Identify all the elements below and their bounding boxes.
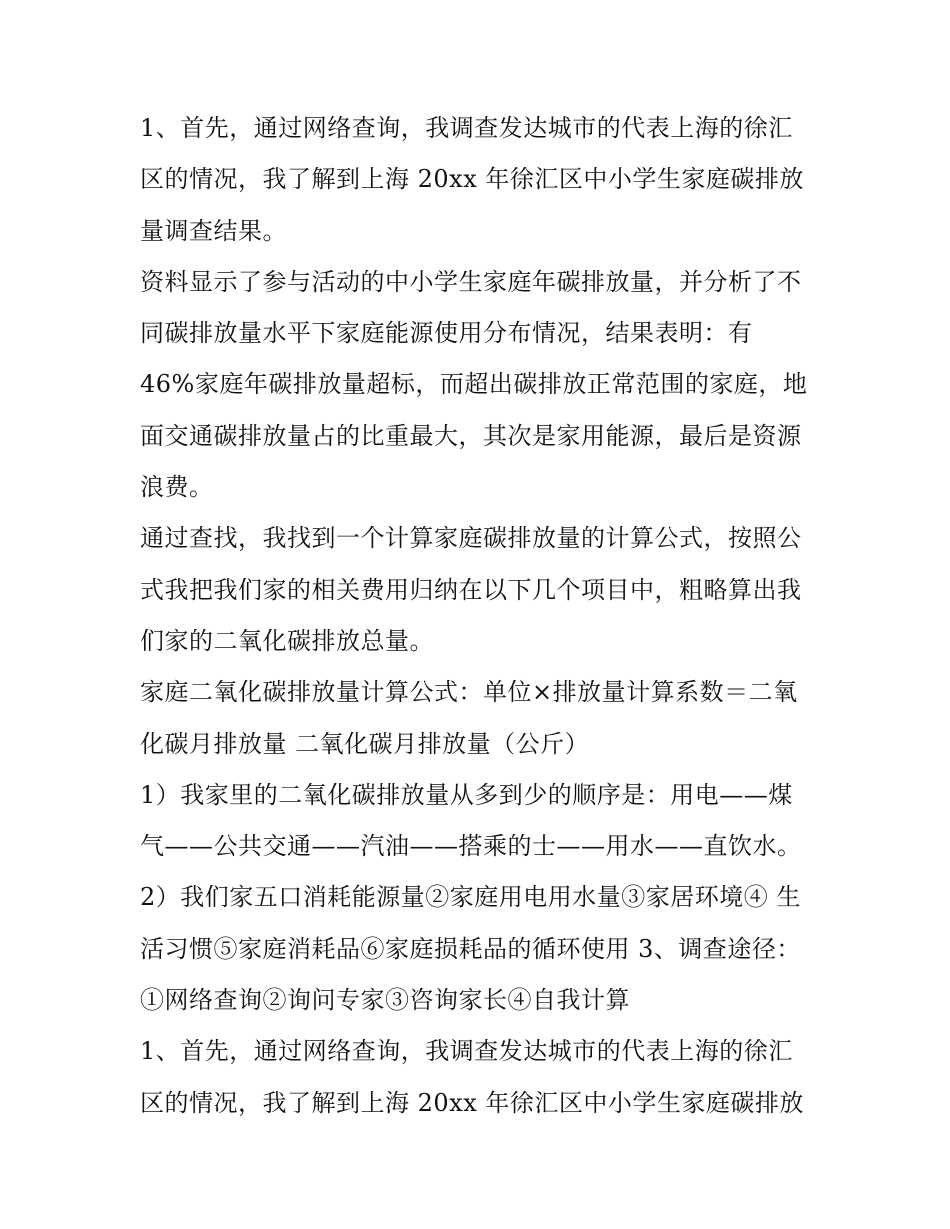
text-line: 通过查找，我找到一个计算家庭碳排放量的计算公式，按照公 <box>140 524 802 553</box>
text-line: 气——公共交通——汽油——搭乘的士——用水——直饮水。 <box>140 832 802 861</box>
text-line: 活习惯⑤家庭消耗品⑥家庭损耗品的循环使用 3、调查途径： <box>140 934 801 963</box>
text-line: 们家的二氧化碳排放总量。 <box>140 626 434 655</box>
document-body <box>140 103 820 1129</box>
text-line: 量调查结果。 <box>140 216 287 245</box>
text-line: 式我把我们家的相关费用归纳在以下几个项目中，粗略算出我 <box>140 575 802 604</box>
text-line: 2）我们家五口消耗能源量②家庭用电用水量③家居环境④ 生 <box>140 883 801 912</box>
text-line: 化碳月排放量 二氧化碳月排放量（公斤） <box>140 729 590 758</box>
text-line: 资料显示了参与活动的中小学生家庭年碳排放量，并分析了不 <box>140 267 802 296</box>
text-line: 区的情况，我了解到上海 20xx 年徐汇区中小学生家庭碳排放 <box>140 165 804 194</box>
text-line: 面交通碳排放量占的比重最大，其次是家用能源，最后是资源 <box>140 421 802 450</box>
text-line: 46%家庭年碳排放量超标，而超出碳排放正常范围的家庭，地 <box>140 370 808 399</box>
text-line: 同碳排放量水平下家庭能源使用分布情况，结果表明：有 <box>140 319 753 348</box>
text-line: 家庭二氧化碳排放量计算公式：单位×排放量计算系数＝二氧 <box>140 678 798 707</box>
text-line: 1、首先，通过网络查询，我调查发达城市的代表上海的徐汇 <box>140 114 793 142</box>
text-line: ①网络查询②询问专家③咨询家长④自我计算 <box>140 986 630 1015</box>
text-line: 区的情况，我了解到上海 20xx 年徐汇区中小学生家庭碳排放 <box>140 1088 804 1117</box>
text-line: 1、首先，通过网络查询，我调查发达城市的代表上海的徐汇 <box>140 1037 793 1066</box>
text-line: 浪费。 <box>140 473 214 502</box>
text-line: 1）我家里的二氧化碳排放量从多到少的顺序是：用电——煤 <box>140 780 793 809</box>
